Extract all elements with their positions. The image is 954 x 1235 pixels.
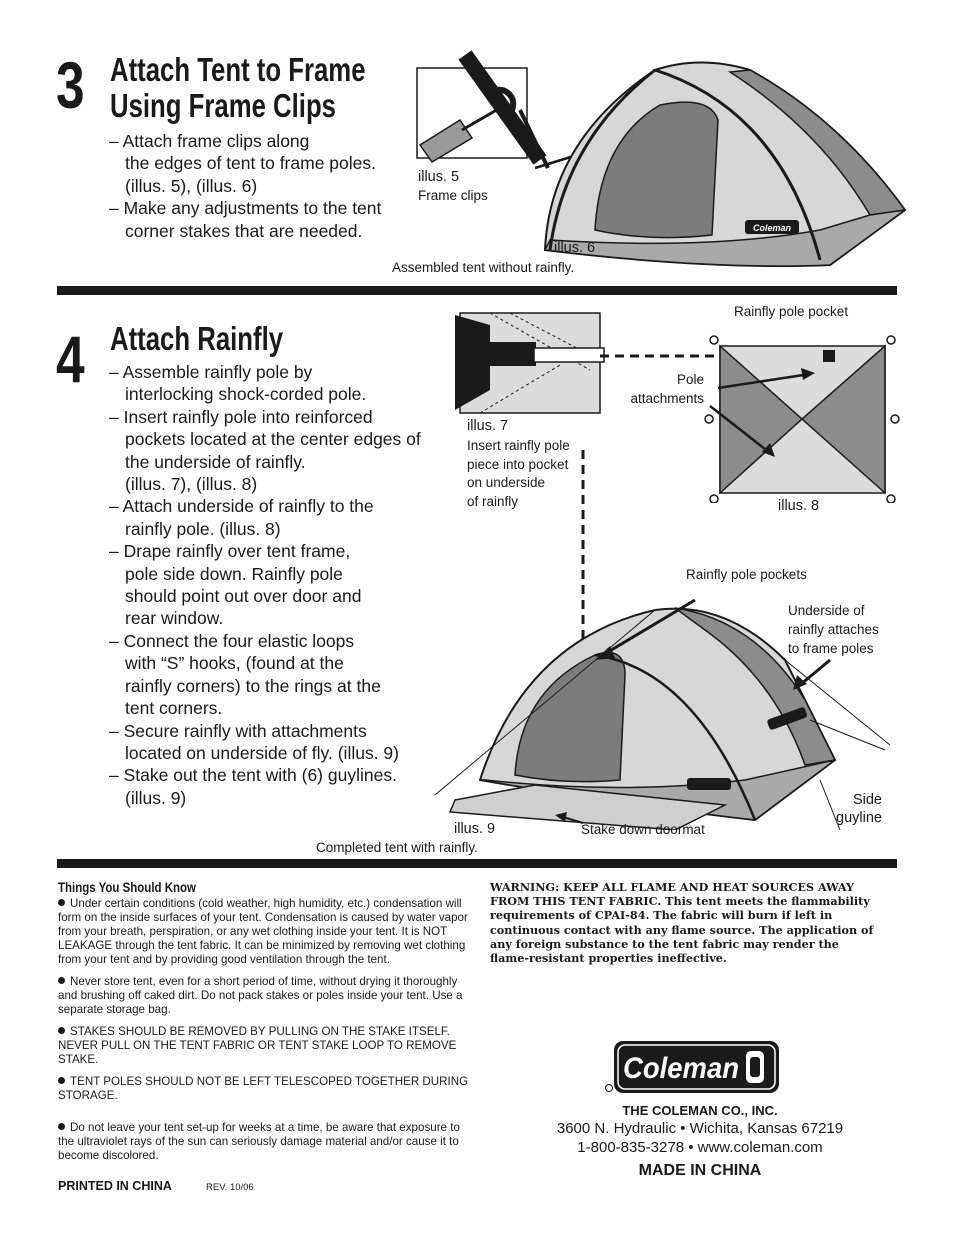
- side-guyline-label: [824, 791, 882, 827]
- revision: REV. 10/06: [206, 1182, 254, 1193]
- pole-attachments-line: Pole: [676, 372, 704, 387]
- step-4-instruction-line: tent corners.: [125, 698, 223, 719]
- things-heading: Things You Should Know: [58, 879, 196, 895]
- things-bullet: [58, 897, 478, 967]
- bullet-dot-icon: [58, 1077, 65, 1084]
- step-4-instruction-line: – Secure rainfly with attachments: [109, 720, 367, 741]
- things-bullet-text: Under certain conditions (cold weather, high humidity, etc.) condensation will form on the inside surfaces of your tent. Condensation is caused by water vapor from your breath, perspiration, or any wet clothing inside your tent. It is NOT LEAKAGE through the tent fabric. It can be minimized by removing wet clothing from your tent and by providing good ventilation through the tent.: [58, 897, 468, 966]
- step-4-instruction-line: – Connect the four elastic loops: [109, 630, 355, 651]
- step-4-instruction-line: (illus. 9): [125, 787, 187, 808]
- underside-attaches-line: Underside of: [788, 603, 865, 618]
- illus-7-caption: [467, 437, 570, 511]
- step-4-instruction-line: (illus. 7), (illus. 8): [125, 474, 258, 495]
- step-4-instruction-line: with “S” hooks, (found at the: [125, 653, 344, 674]
- lantern-icon: [746, 1051, 764, 1083]
- step-4-instruction-line: rainfly corners) to the rings at the: [125, 675, 381, 696]
- logo-wordmark: Coleman: [623, 1052, 739, 1085]
- illus-8-label: illus. 8: [778, 498, 820, 514]
- step-4-number: 4: [56, 322, 85, 396]
- step-3-title: [110, 52, 366, 124]
- things-bullet: [58, 975, 478, 1017]
- arrowhead: [793, 675, 807, 690]
- illus-7-caption-line: of rainfly: [467, 493, 519, 509]
- registered-mark-icon: [606, 1085, 613, 1092]
- things-bullet: [58, 1121, 478, 1163]
- step-3-number: 3: [56, 48, 85, 122]
- tent-logo-badge: [687, 778, 731, 790]
- rainfly-pole-pockets-label: Rainfly pole pockets: [686, 567, 807, 582]
- step-4-instruction-line: pole side down. Rainfly pole: [125, 563, 343, 584]
- step-4-instruction-line: – Insert rainfly pole into reinforced: [109, 406, 373, 427]
- things-bullet: [58, 1075, 478, 1103]
- step-3-instruction-line: corner stakes that are needed.: [125, 220, 363, 241]
- bullet-dot-icon: [58, 899, 65, 906]
- side-guyline-line: Side: [852, 792, 882, 808]
- underside-attaches-line: to frame poles: [788, 641, 874, 656]
- illus-7-label: illus. 7: [467, 418, 509, 434]
- section-divider: [57, 859, 897, 868]
- pole-pocket: [488, 342, 536, 366]
- step-4-instruction-line: pockets located at the center edges of: [125, 429, 421, 450]
- step-4-instruction-line: located on underside of fly. (illus. 9): [125, 742, 399, 763]
- bullet-dot-icon: [58, 1123, 65, 1130]
- step-4-instruction-line: – Assemble rainfly pole by: [109, 362, 313, 382]
- step-3-instructions: [109, 130, 381, 242]
- things-bullet-text: Never store tent, even for a short period of time, without drying it thoroughly and brushing off caked dirt. Do not pack stakes or poles inside your tent. Use a separate storage bag.: [58, 975, 463, 1016]
- underside-attaches-line: rainfly attaches: [788, 622, 879, 637]
- side-guyline-line: guyline: [836, 810, 882, 826]
- company-name: THE COLEMAN CO., INC.: [622, 1103, 778, 1118]
- warning-heading: WARNING: KEEP ALL FLAME AND HEAT SOURCES AWAY FROM THIS TENT FABRIC.: [490, 880, 855, 909]
- warning-body: This tent meets the flammability requirements of CPAI-84. The fabric will burn if left in continuous contact with any flame source. The application of any foreign substance to the tent fabric may render the flame-resistant properties ineffective.: [490, 894, 874, 966]
- things-bullet-text: Do not leave your tent set-up for weeks at a time, be aware that exposure to the ultraviolet rays of the sun can seriously damage material and/or cause it to become discolored.: [58, 1121, 460, 1162]
- step-4-instruction-line: – Drape rainfly over tent frame,: [109, 541, 351, 562]
- illus-7-caption-line: piece into pocket: [467, 456, 569, 472]
- printed-in-china: PRINTED IN CHINA: [58, 1179, 172, 1193]
- step-4-instruction-line: rear window.: [125, 608, 224, 629]
- step-3-instruction-line: – Make any adjustments to the tent: [109, 198, 382, 219]
- pointer-arrow: [800, 660, 830, 685]
- things-list: [58, 897, 478, 1163]
- assembled-tent-drawing: [545, 63, 905, 267]
- things-bullet: [58, 1025, 478, 1067]
- bullet-dot-icon: [58, 977, 65, 984]
- made-in-china: MADE IN CHINA: [638, 1162, 762, 1179]
- step-4-instructions: [109, 361, 421, 809]
- illus-6-label: illus. 6: [554, 240, 596, 256]
- step-3-instruction-line: (illus. 5), (illus. 6): [125, 175, 258, 196]
- step-4-instruction-line: rainfly pole. (illus. 8): [125, 518, 281, 539]
- rainfly-pole-pocket-label: Rainfly pole pocket: [734, 304, 849, 319]
- illus-5-label: illus. 5: [418, 169, 460, 185]
- company-address: 3600 N. Hydraulic • Wichita, Kansas 67219: [556, 1120, 844, 1137]
- things-bullet-text: STAKES SHOULD BE REMOVED BY PULLING ON THE STAKE ITSELF. NEVER PULL ON THE TENT FABRIC OR TENT STAKE LOOP TO REMOVE STAKE.: [58, 1025, 457, 1066]
- step-4-title: Attach Rainfly: [110, 320, 284, 357]
- step-4-instruction-line: should point out over door and: [125, 586, 362, 607]
- company-contact: 1-800-835-3278 • www.coleman.com: [577, 1139, 823, 1156]
- section-divider: [57, 286, 897, 295]
- pole-attachments-line: attachments: [630, 390, 704, 406]
- step-3-title-line2: Using Frame Clips: [110, 87, 336, 124]
- completed-tent-drawing: [450, 608, 835, 830]
- illus-7-caption-line: on underside: [467, 475, 546, 490]
- step-3-title-line1: Attach Tent to Frame: [110, 51, 366, 88]
- flame-warning: [490, 880, 875, 965]
- things-bullet-text: TENT POLES SHOULD NOT BE LEFT TELESCOPED TOGETHER DURING STORAGE.: [58, 1075, 469, 1102]
- illus-9-caption: Completed tent with rainfly.: [316, 840, 478, 855]
- illus-6-caption: Assembled tent without rainfly.: [392, 260, 575, 275]
- step-3-instruction-line: the edges of tent to frame poles.: [125, 153, 376, 174]
- tent-logo-text: Coleman: [752, 223, 792, 233]
- step-4-instruction-line: the underside of rainfly.: [125, 451, 306, 472]
- coleman-logo: [604, 1037, 782, 1097]
- illus-7-caption-line: Insert rainfly pole: [467, 438, 570, 453]
- illus-5-caption: Frame clips: [418, 188, 488, 203]
- frame-clips-illustration: [400, 50, 920, 275]
- pole-attachments-label: [618, 371, 704, 408]
- pole-pocket-marker: [823, 350, 835, 362]
- step-4-instruction-line: interlocking shock-corded pole.: [125, 384, 367, 405]
- illus-9-label: illus. 9: [454, 821, 496, 837]
- step-4-instruction-line: – Stake out the tent with (6) guylines.: [109, 765, 397, 786]
- underside-attaches-label: [788, 601, 879, 658]
- rainfly-underside-illustration: [700, 328, 900, 503]
- bullet-dot-icon: [58, 1027, 65, 1034]
- step-3-instruction-line: – Attach frame clips along: [109, 131, 310, 151]
- stake-doormat-label: Stake down doormat: [581, 822, 705, 837]
- step-4-instruction-line: – Attach underside of rainfly to the: [109, 496, 374, 517]
